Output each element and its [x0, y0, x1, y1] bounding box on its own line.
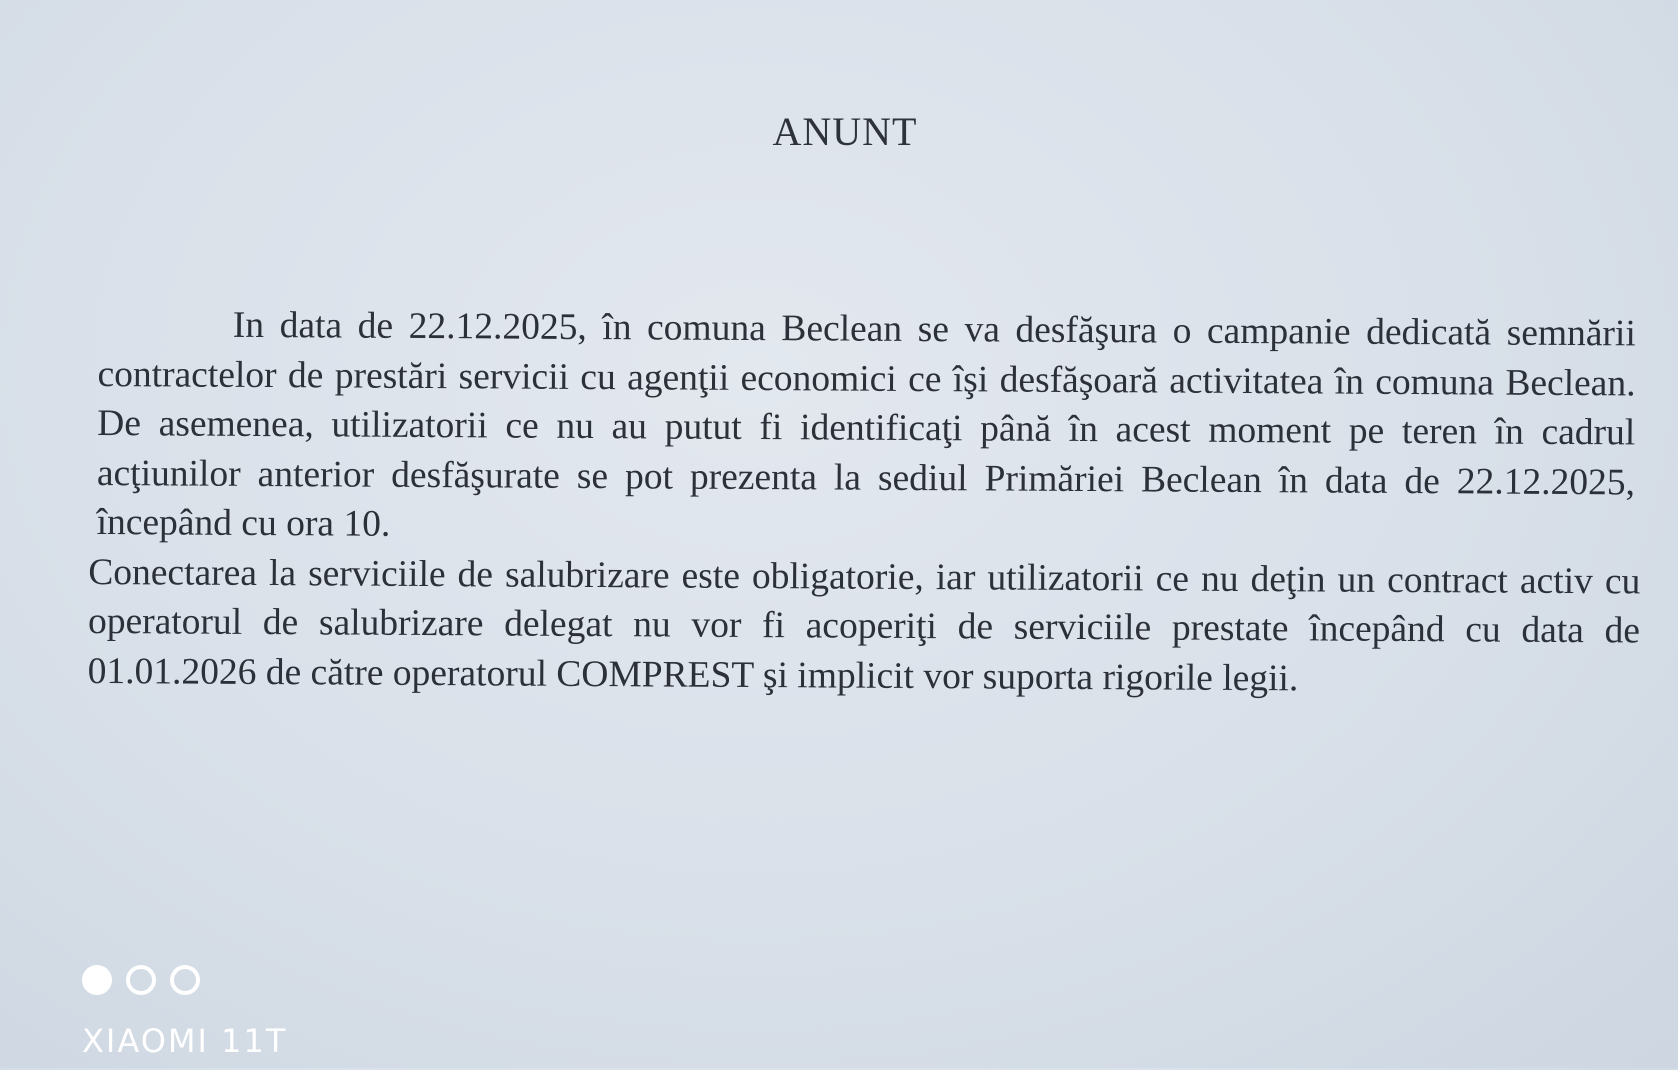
- announcement-body: [87, 300, 1641, 705]
- lens-dot-outline: [170, 965, 200, 995]
- paragraph-campaign: In data de 22.12.2025, în comuna Beclean se va desfăşura o campanie dedicată semnării contractelor de prestări servicii cu agenţii economici ce îşi desfăşoară activitatea în comuna Beclean. De asemenea, utilizatorii ce nu au putut fi identificaţi până în acest moment pe teren în cadrul acţiunilor anterior desfăşurate se pot prezenta la sediul Primăriei Beclean în data de 22.12.2025, începând cu ora 10.: [96, 304, 1636, 545]
- camera-lens-dots-icon: [82, 960, 200, 1000]
- camera-brand-label: XIAOMI 11T: [82, 1022, 288, 1060]
- paragraph-obligation: Conectarea la serviciile de salubrizare este obligatorie, iar utilizatorii ce nu deţin un contract activ cu operatorul de salubrizare delegat nu vor fi acoperiţi de serviciile prestate începând cu data de 01.01.2026 de către operatorul COMPREST şi implicit vor suporta rigorile legii.: [87, 551, 1641, 699]
- announcement-title: ANUNT: [772, 109, 918, 154]
- lens-dot-outline: [126, 965, 156, 995]
- lens-dot-filled: [82, 965, 112, 995]
- camera-watermark: [82, 960, 322, 1070]
